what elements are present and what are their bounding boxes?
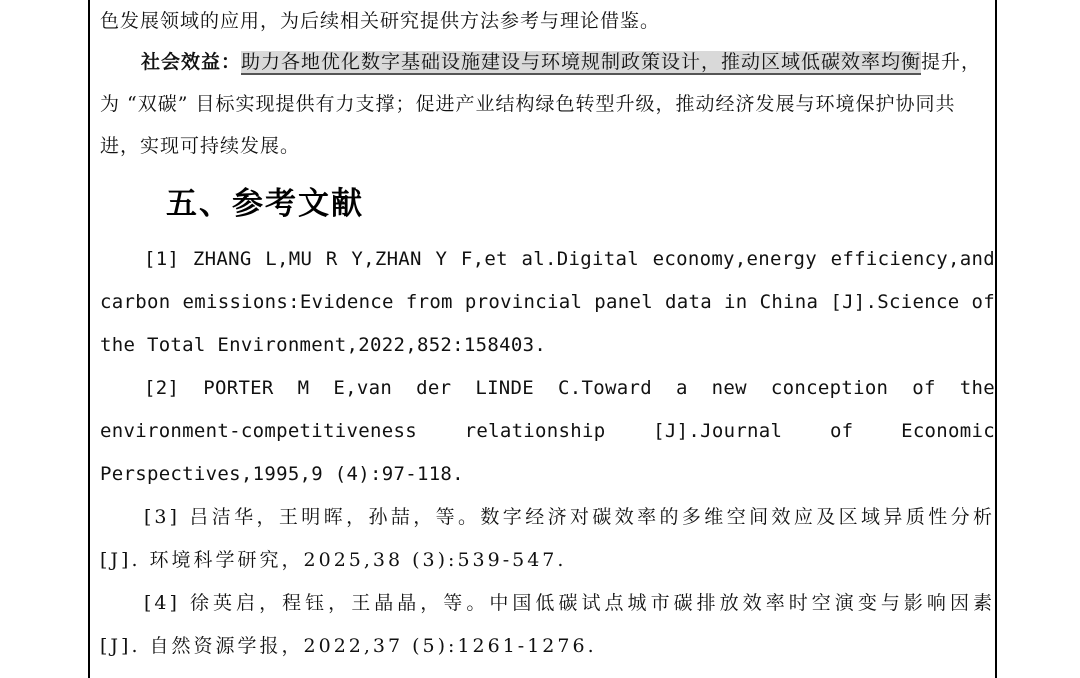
reference-2: [2] PORTER M E,van der LINDE C.Toward a new conception of the environment-competitiveness relationship [J].Journal of Economic Perspectives,1995,9 (4):97-118. — [100, 377, 995, 485]
reference-4: [4] 徐英启，程钰，王晶晶，等。中国低碳试点城市碳排放效率时空演变与影响因素 [J]. 自然资源学报，2022,37 (5):1261-1276. — [100, 592, 995, 657]
reference-1: [1] ZHANG L,MU R Y,ZHAN Y F,et al.Digital economy,energy efficiency,and carbon emissions:Evidence from provincial panel data in China [J].Science of the Total Environment,2022,852:158403. — [100, 248, 995, 356]
social-benefit-text: 提升，为 “双碳” 目标实现提供有力支撑；促进产业结构绿色转型升级，推动经济发展与环境保护协同共进，实现可持续发展。 — [100, 51, 982, 157]
top-line: 色发展领域的应用，为后续相关研究提供方法参考与理论借鉴。 — [100, 10, 661, 32]
highlighted-text[interactable]: 助力各地优化数字基础设施建设与环境规制政策设计，推动区域低碳效率均衡 — [241, 51, 922, 73]
section-heading: 五、参考文献 — [166, 186, 364, 222]
social-benefit-paragraph — [100, 41, 995, 167]
social-benefit-label: 社会效益： — [141, 51, 242, 73]
reference-3: [3] 吕洁华，王明晖，孙喆，等。数字经济对碳效率的多维空间效应及区域异质性分析 [J]. 环境科学研究，2025,38 (3):539-547. — [100, 506, 995, 571]
